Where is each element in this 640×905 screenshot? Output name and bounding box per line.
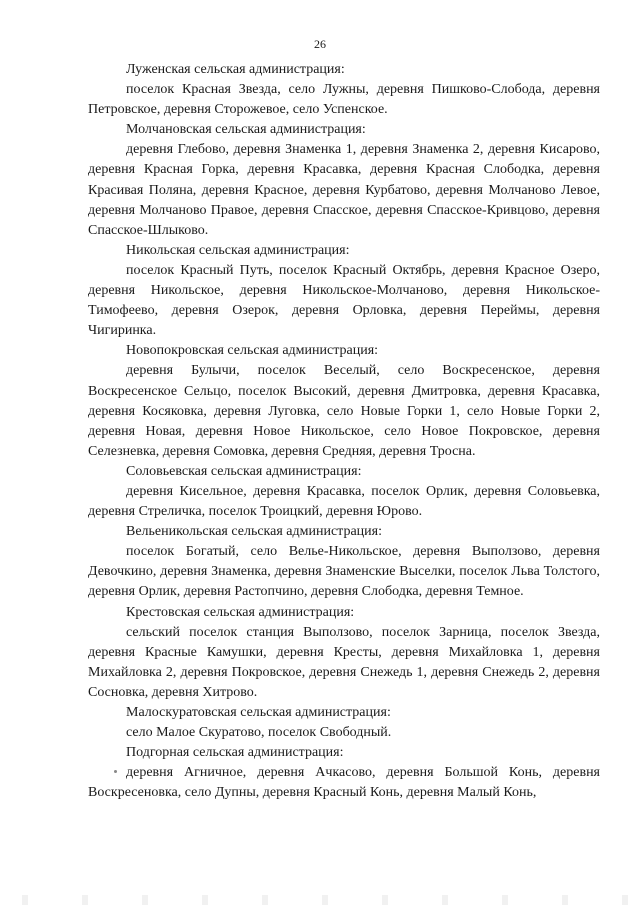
section-settlements: деревня Булычи, поселок Веселый, село Воскресенское, деревня Воскресенское Сельцо, поселок Высокий, деревня Дмитровка, деревня Красавка, деревня Косяковка, деревня Луговка, село Новые Горки 1, село Новые Горки 2, деревня Новая, деревня Новое Никольское, село Новое Покровское, деревня Селезневка, деревня Сомовка, деревня Средняя, деревня Тросна. [88,363,600,459]
section-heading: Новопокровская сельская администрация: [126,343,379,359]
section-settlements: поселок Богатый, село Велье-Никольское, деревня Выползово, деревня Девочкино, деревня Знаменка, деревня Знаменские Выселки, поселок Льва Толстого, деревня Орлик, деревня Растопчино, деревня Слободка, деревня Темное. [88,544,600,600]
page-number: 26 [314,37,326,51]
section-settlements: деревня Глебово, деревня Знаменка 1, деревня Знаменка 2, деревня Кисарово, деревня Красная Горка, деревня Красавка, деревня Красная Слободка, деревня Красивая Поляна, деревня Красное, деревня Курбатово, деревня Молчаново Левое, деревня Молчаново Правое, деревня Спасское, деревня Спасское-Кривцово, деревня Спасское-Шлыково. [88,142,600,238]
section-nikolskaya [88,241,600,341]
section-settlements: деревня Кисельное, деревня Красавка, поселок Орлик, деревня Соловьевка, деревня Стреличка, поселок Троицкий, деревня Юрово. [88,483,600,520]
section-settlements: сельский поселок станция Выползово, поселок Зарница, поселок Звезда, деревня Красные Камушки, деревня Кресты, деревня Михайловка 1, деревня Михайловка 2, деревня Покровское, деревня Снежедь 1, деревня Снежедь 2, деревня Сосновка, деревня Хитрово. [88,624,600,700]
section-heading: Малоскуратовская сельская администрация: [126,705,391,720]
section-settlements: деревня Агничное, деревня Ачкасово, деревня Большой Конь, деревня Воскресеновка, село Дупны, деревня Красный Конь, деревня Малый Конь, [88,765,600,801]
section-molchanovskaya [88,120,600,241]
section-heading: Крестовская сельская администрация: [126,604,355,620]
section-krestovskaya [88,603,600,703]
scan-bottom-edge [0,895,640,905]
section-heading: Подгорная сельская администрация: [126,745,344,761]
scan-speck [114,770,117,773]
section-solovevskaya [88,462,600,522]
section-heading: Никольская сельская администрация: [126,242,350,258]
section-settlements: поселок Красная Звезда, село Лужны, деревня Пишково-Слобода, деревня Петровское, деревня Сторожевое, село Успенское. [88,82,600,118]
section-luzhenskaya [88,60,600,120]
section-heading: Луженская сельская администрация: [126,62,345,77]
section-heading: Соловьевская сельская администрация: [126,463,362,479]
section-settlements: поселок Красный Путь, поселок Красный Октябрь, деревня Красное Озеро, деревня Никольское, деревня Никольское-Молчаново, деревня Никольское-Тимофеево, деревня Озерок, деревня Орловка, деревня Переймы, деревня Чигиринка. [88,262,600,339]
section-novopokrovskaya [88,341,600,462]
document-body [88,60,600,803]
section-podgornaya [88,743,600,803]
section-heading: Молчановская сельская администрация: [126,122,366,138]
section-maloskuratovskaya [88,703,600,743]
section-heading: Вельеникольская сельская администрация: [126,524,382,540]
section-velenikolskaya [88,522,600,602]
section-settlements: село Малое Скуратово, поселок Свободный. [126,725,392,741]
